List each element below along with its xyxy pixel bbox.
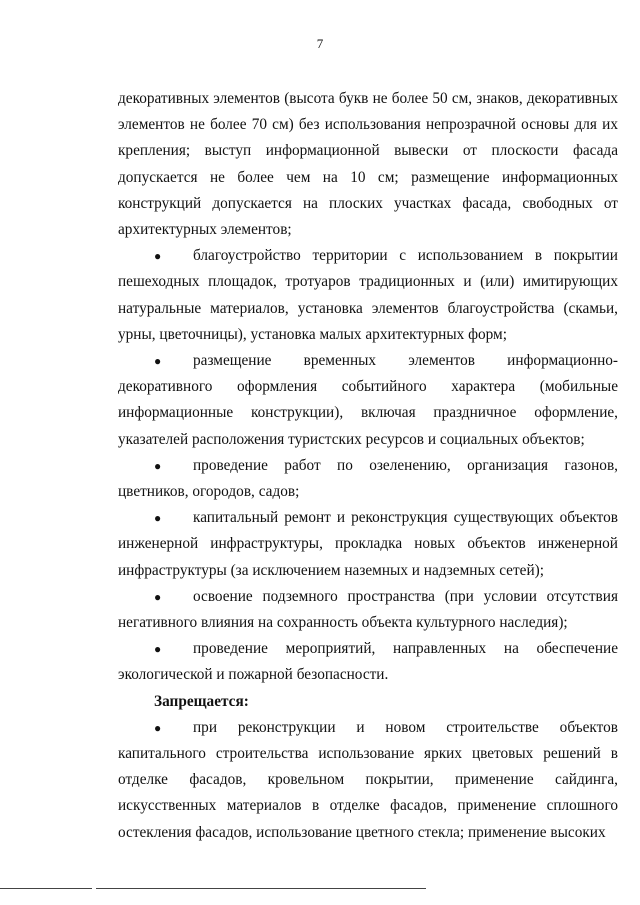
bullet-icon: ● — [154, 458, 162, 473]
list-item-text: проведение мероприятий, направленных на обеспечение экологической и пожарной безопасности. — [118, 640, 618, 684]
bullet-icon: ● — [154, 720, 162, 735]
footer-rule-left — [0, 888, 92, 889]
list-item — [118, 505, 618, 584]
bullet-icon: ● — [154, 589, 162, 604]
list-item — [118, 243, 618, 348]
bullet-icon: ● — [154, 354, 162, 369]
page-number: 7 — [316, 36, 324, 51]
paragraph-continuation: декоративных элементов (высота букв не более 50 см, знаков, декоративных элементов не более 70 см) без использования непрозрачной основы для их крепления; выступ информационной вывески от плоскости фасада допускается не более чем на 10 см; размещение информационных конструкций допускается на плоских участках фасада, свободных от архитектурных элементов; — [118, 90, 618, 239]
list-item — [118, 584, 618, 636]
list-item-text: размещение временных элементов информационно-декоративного оформления событийного характера (мобильные информационные конструкции), включая праздничное оформление, указателей расположения туристских ресурсов и социальных объектов; — [118, 352, 618, 448]
list-item-text: при реконструкции и новом строительстве объектов капитального строительства использование ярких цветовых решений в отделке фасадов, кровельном покрытии, применение сайдинга, искусственных материалов в отделке фасадов, применение сплошного остекления фасадов, использование цветного стекла; применение высоких — [118, 718, 618, 841]
bullet-icon: ● — [154, 511, 162, 526]
bullet-icon: ● — [154, 249, 162, 264]
list-item — [118, 453, 618, 505]
list-item-text: благоустройство территории с использованием в покрытии пешеходных площадок, тротуаров традиционных и (или) имитирующих натуральные материалов, установка элементов благоустройства (скамьи, урны, цветочницы), установка малых архитектурных форм; — [118, 247, 618, 343]
list-item — [118, 348, 618, 453]
list-item — [118, 715, 618, 846]
list-item-text: проведение работ по озеленению, организация газонов, цветников, огородов, садов; — [118, 456, 618, 501]
list-item — [118, 636, 618, 688]
document-body — [118, 86, 618, 846]
bullet-icon: ● — [154, 642, 162, 657]
section-heading: Запрещается: — [154, 692, 249, 710]
list-item-text: освоение подземного пространства (при условии отсутствия негативного влияния на сохранность объекта культурного наследия); — [118, 587, 618, 632]
list-item-text: капитальный ремонт и реконструкция существующих объектов инженерной инфраструктуры, прокладка новых объектов инженерной инфраструктуры (за исключением наземных и надземных сетей); — [118, 509, 618, 579]
footer-rule-right — [96, 888, 426, 889]
